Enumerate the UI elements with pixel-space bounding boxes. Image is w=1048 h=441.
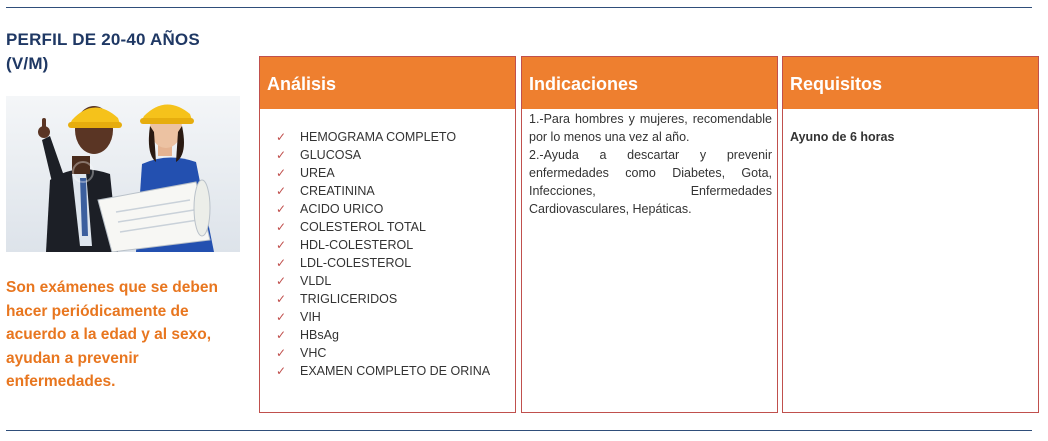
analisis-item-label: HBsAg [300,328,339,342]
analisis-item-label: VIH [300,310,321,324]
checkmark-icon: ✓ [276,166,287,180]
analisis-item [276,290,490,308]
checkmark-icon: ✓ [276,148,287,162]
checkmark-icon: ✓ [276,364,287,378]
analisis-list [276,128,490,380]
analisis-heading: Análisis [260,57,515,109]
analisis-item [276,326,490,344]
analisis-item [276,272,490,290]
analisis-item-label: CREATININA [300,184,375,198]
bottom-divider [6,430,1032,431]
checkmark-icon: ✓ [276,310,287,324]
analisis-item [276,254,490,272]
analisis-item [276,308,490,326]
indicaciones-text [529,110,772,218]
analisis-item [276,236,490,254]
analisis-panel [259,56,516,413]
checkmark-icon: ✓ [276,346,287,360]
analisis-item-label: EXAMEN COMPLETO DE ORINA [300,364,491,378]
indicaciones-panel [521,56,778,413]
analisis-item [276,128,490,146]
indicacion-item-1: 1.-Para hombres y mujeres, recomendable por lo menos una vez al año. [529,112,772,144]
checkmark-icon: ✓ [276,184,287,198]
checkmark-icon: ✓ [276,220,287,234]
analisis-item-label: COLESTEROL TOTAL [300,220,426,234]
analisis-item-label: TRIGLICERIDOS [300,292,398,306]
analisis-item [276,164,490,182]
requisitos-panel [782,56,1039,413]
checkmark-icon: ✓ [276,292,287,306]
requisitos-heading: Requisitos [783,57,1038,109]
analisis-item [276,362,490,380]
checkmark-icon: ✓ [276,328,287,342]
analisis-item [276,146,490,164]
analisis-item-label: VLDL [300,274,332,288]
checkmark-icon: ✓ [276,202,287,216]
analisis-item-label: VHC [300,346,327,360]
analisis-item [276,344,490,362]
analisis-item [276,200,490,218]
requisito-text: Ayuno de 6 horas [790,130,895,144]
analisis-item-label: HEMOGRAMA COMPLETO [300,130,457,144]
analisis-item [276,182,490,200]
page-title [6,28,236,76]
analisis-item-label: GLUCOSA [300,148,362,162]
checkmark-icon: ✓ [276,256,287,270]
checkmark-icon: ✓ [276,238,287,252]
analisis-item-label: UREA [300,166,335,180]
top-divider [6,7,1032,8]
indicaciones-heading: Indicaciones [522,57,777,109]
checkmark-icon: ✓ [276,130,287,144]
profile-tagline: Son exámenes que se deben hacer periódicamente de acuerdo a la edad y al sexo, ayudan a prevenir enfermedades. [6,279,218,390]
analisis-item-label: ACIDO URICO [300,202,384,216]
title-line-1: PERFIL DE 20-40 AÑOS [6,30,200,49]
two-engineers-photo [6,96,240,252]
analisis-item-label: LDL-COLESTEROL [300,256,412,270]
analisis-item-label: HDL-COLESTEROL [300,238,414,252]
indicacion-item-2: 2.-Ayuda a descartar y prevenir enfermedades como Diabetes, Gota, Infecciones, Enfermedades Cardiovasculares, Hepáticas. [529,148,772,216]
title-line-2: (V/M) [6,54,49,73]
analisis-item [276,218,490,236]
checkmark-icon: ✓ [276,274,287,288]
